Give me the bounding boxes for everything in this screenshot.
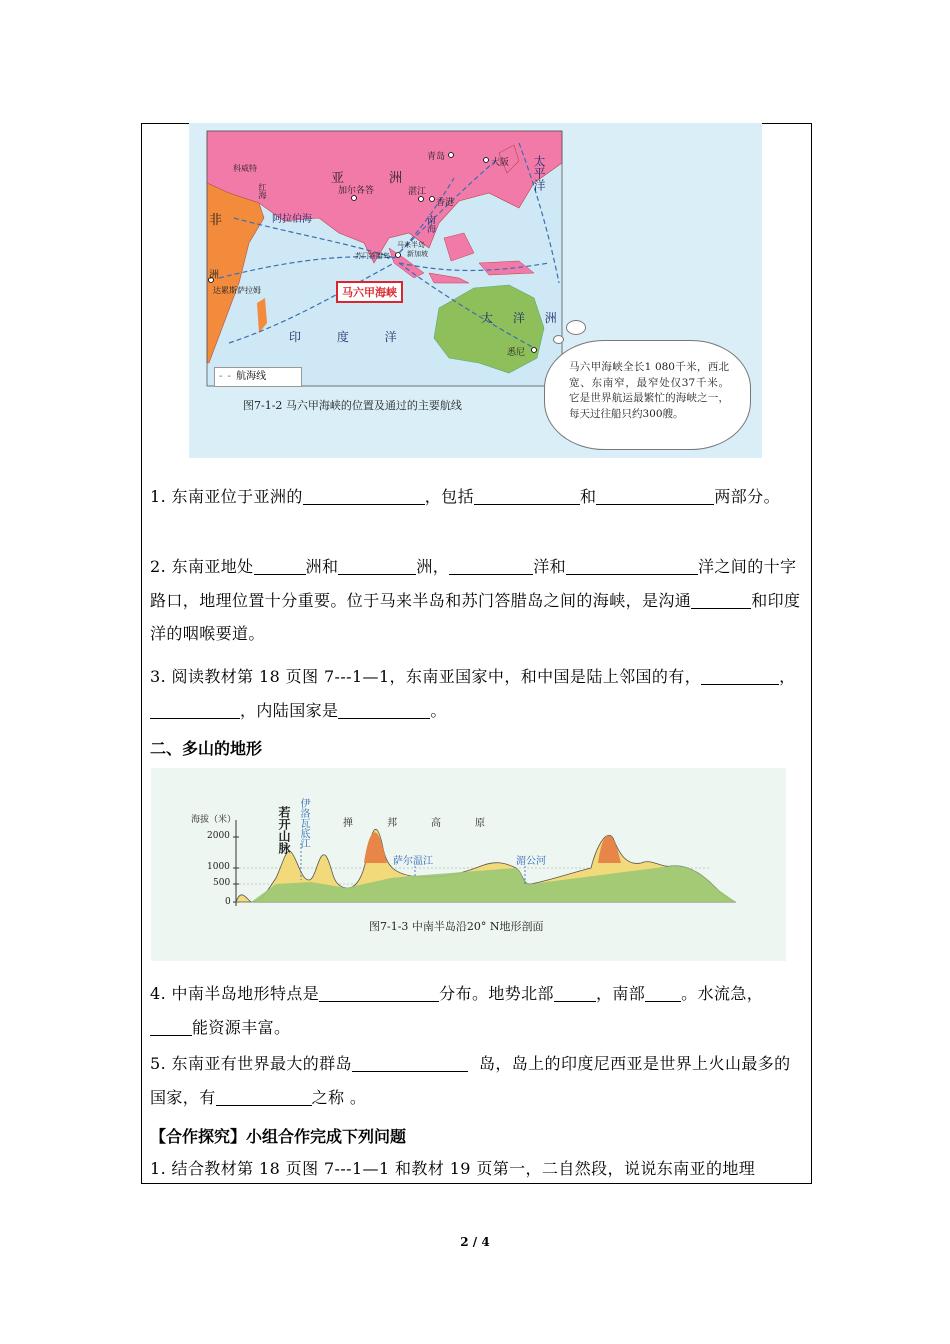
y-tick-1000: 1000 xyxy=(207,862,230,872)
q3-text-a: 3. 阅读教材第 18 页图 7---1—1，东南亚国家中，和中国是陆上邻国的有 xyxy=(150,667,685,686)
q2-text-d: 洋和 xyxy=(533,557,566,576)
q2-text-e: 洋之间的十字路口，地理位置十分重要。位于马来半岛和苏门答腊岛之间的海峡，是沟通 xyxy=(150,557,797,610)
malacca-strait-callout: 马六甲海峡 xyxy=(336,281,403,303)
thought-bubble-tiny xyxy=(553,335,564,344)
q3-text-e: 。 xyxy=(430,700,447,720)
q5-text-c: 之称 。 xyxy=(311,1087,367,1107)
peak-shan xyxy=(364,832,387,863)
q2-blank-1[interactable] xyxy=(254,556,306,575)
q1-blank-2[interactable] xyxy=(474,486,580,505)
q3-blank-2[interactable] xyxy=(150,700,240,719)
cooperation-heading: 【合作探究】小组合作完成下列问题 xyxy=(150,1127,407,1146)
thought-bubble-small xyxy=(566,320,586,335)
question-2 xyxy=(150,550,802,651)
q4-blank-4[interactable] xyxy=(150,1017,192,1036)
qingdao-label: 青岛 xyxy=(427,152,446,162)
zhanjiang-label: 湛江 xyxy=(408,187,427,197)
question-3 xyxy=(150,660,802,727)
hongkong-label: 香港 xyxy=(436,198,455,208)
malacca-strait-map xyxy=(189,123,762,458)
y-tick-0: 0 xyxy=(225,897,231,907)
q1-text-c: 和 xyxy=(579,487,597,506)
y-tick-2000: 2000 xyxy=(207,831,230,841)
africa-zhou-label: 洲 xyxy=(209,270,219,281)
q3-blank-3[interactable] xyxy=(338,700,430,719)
q4-text-e: 能资源丰富。 xyxy=(192,1017,291,1037)
pacific-label: 太平洋 xyxy=(532,155,546,191)
dar-label: 达累斯萨拉姆 xyxy=(213,286,261,295)
q1-blank-1[interactable] xyxy=(303,486,425,505)
asia-label-1: 亚 xyxy=(331,171,345,186)
q3-text-d: ，内陆国家是 xyxy=(240,700,339,720)
q4-text-c: ，南部 xyxy=(595,984,646,1003)
south-china-sea-label: 南海 xyxy=(425,215,435,233)
oceania-label: 大 洋 洲 xyxy=(481,311,565,325)
q3-text-c: ， xyxy=(779,667,796,686)
osaka-label: 大阪 xyxy=(491,158,510,168)
legend-label: 航海线 xyxy=(236,371,267,382)
y-axis-title: 海拔（米） xyxy=(191,815,237,825)
q2-text-f: 和印度洋的咽喉要道。 xyxy=(150,590,801,643)
terrain-profile-figure xyxy=(151,768,786,961)
map-legend xyxy=(214,367,302,387)
q2-text-a: 2. 东南亚地处 xyxy=(150,557,254,576)
q1-text-a: 1. 东南亚位于亚洲的 xyxy=(150,487,303,506)
malay-label: 马来半岛 xyxy=(397,241,425,249)
q4-blank-2[interactable] xyxy=(554,983,596,1002)
sydney-label: 悉尼 xyxy=(507,348,526,358)
question-5 xyxy=(150,1047,802,1114)
kolkata-label: 加尔各答 xyxy=(338,186,375,196)
q4-text-a: 4. 中南半岛地形特点是 xyxy=(150,984,320,1003)
q1-blank-3[interactable] xyxy=(596,486,714,505)
q1-text-d: 两部分。 xyxy=(714,487,780,506)
q5-text-b: 岛，岛上的印度尼西亚是世界上火山最多的国家，有 xyxy=(150,1054,791,1107)
q4-text-b: 分布。地势北部 xyxy=(439,984,554,1003)
legend-dash-symbol: - - xyxy=(219,371,237,382)
strait-info-text: 马六甲海峡全长1 080千米，西北宽、东南窄，最窄处仅37千米。它是世界航运最繁忙的海峡之一，每天过往船只约300艘。 xyxy=(569,361,729,420)
q2-blank-5[interactable] xyxy=(691,590,751,609)
y-tick-500: 500 xyxy=(213,878,231,888)
section-2-heading: 二、多山的地形 xyxy=(150,739,263,758)
red-sea-label: 红海 xyxy=(258,183,267,199)
singapore-label: 新加坡 xyxy=(407,250,428,258)
q3-blank-1[interactable] xyxy=(701,666,779,685)
africa-label: 非 xyxy=(209,213,223,228)
sumatra-label: 苏门答腊岛 xyxy=(355,252,390,260)
indian-ocean-label: 印 度 洋 xyxy=(289,330,413,344)
kuwait-label: 科威特 xyxy=(233,164,257,173)
question-4 xyxy=(150,977,802,1044)
q3-text-b: ， xyxy=(684,667,702,686)
arabian-sea-label: 阿拉伯海 xyxy=(272,214,312,225)
cooperation-question-1: 1. 结合教材第 18 页图 7---1—1 和教材 19 页第一，二自然段，说说东南亚的地理 xyxy=(150,1159,756,1178)
q4-blank-1[interactable] xyxy=(319,983,439,1002)
question-1 xyxy=(150,480,802,514)
q2-blank-2[interactable] xyxy=(338,556,416,575)
salween-label: 萨尔温江 xyxy=(393,856,433,867)
page-number: 2 / 4 xyxy=(460,1235,490,1249)
rakhine-mountains-label: 若开山脉 xyxy=(277,806,291,854)
profile-caption: 图7-1-3 中南半岛沿20° N地形剖面 xyxy=(369,920,544,933)
lowland-band xyxy=(236,866,736,902)
q5-blank-2[interactable] xyxy=(216,1087,312,1106)
q2-text-c: 洲， xyxy=(416,557,450,576)
map-caption: 图7-1-2 马六甲海峡的位置及通过的主要航线 xyxy=(243,399,462,412)
irrawaddy-label: 伊洛瓦底江 xyxy=(298,798,309,848)
q2-text-b: 洲和 xyxy=(305,557,339,576)
shan-plateau-label: 掸邦高原 xyxy=(343,818,519,829)
q2-blank-3[interactable] xyxy=(449,556,533,575)
mekong-label: 湄公河 xyxy=(516,856,546,867)
asia-label-2: 洲 xyxy=(389,171,403,186)
q2-blank-4[interactable] xyxy=(566,556,698,575)
q4-blank-3[interactable] xyxy=(645,983,681,1002)
q5-blank-1[interactable] xyxy=(352,1053,468,1072)
q1-text-b: ，包括 xyxy=(424,487,474,506)
q5-text-a: 5. 东南亚有世界最大的群岛 xyxy=(150,1054,352,1073)
q4-text-d: 。水流急， xyxy=(681,984,764,1003)
